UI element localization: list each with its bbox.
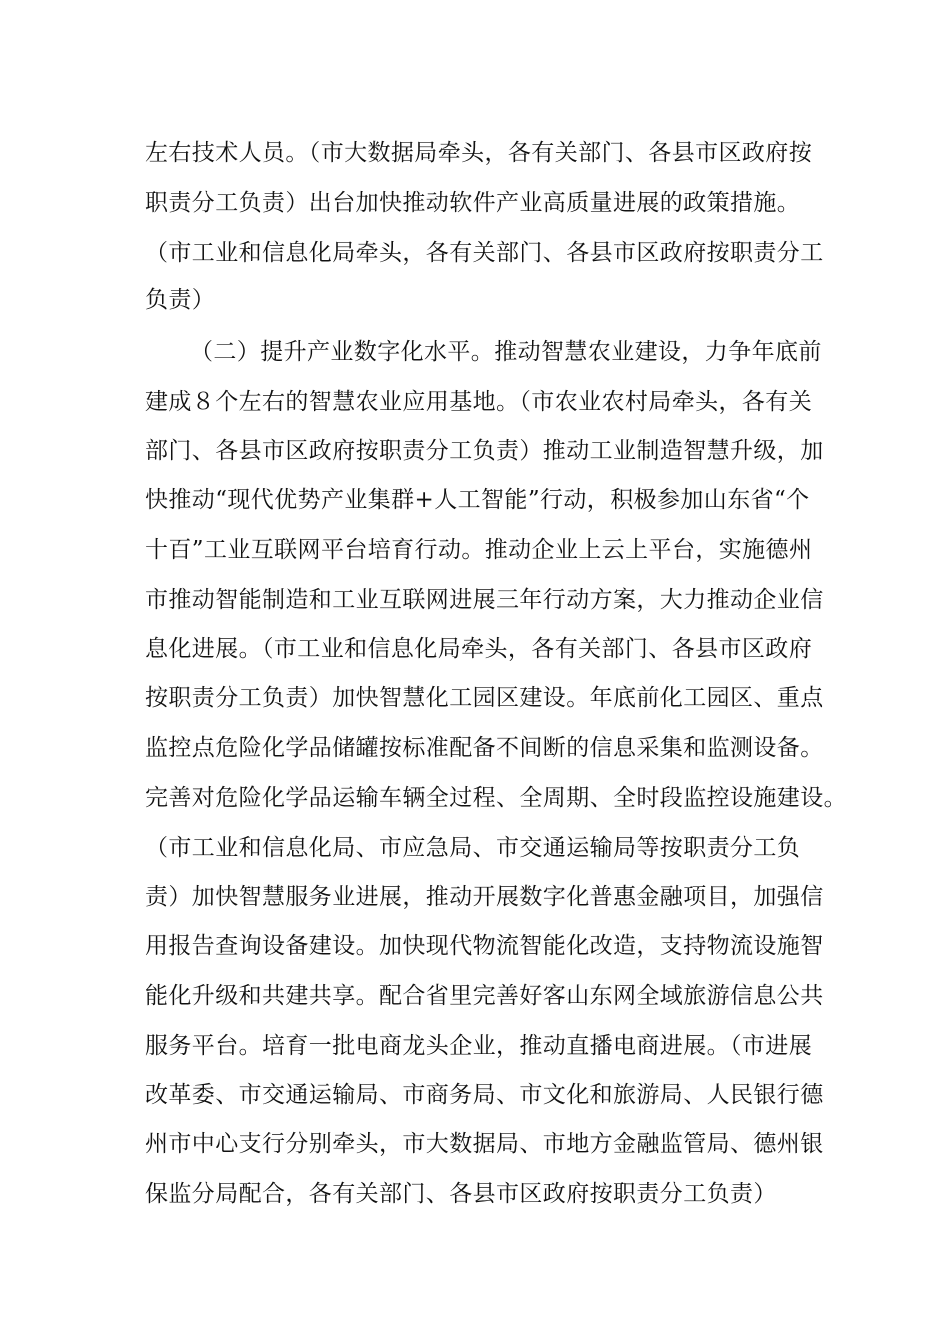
text-line-16: 责）加快智慧服务业进展，推动开展数字化普惠金融项目，加强信	[145, 884, 824, 910]
text-line-5: （二）提升产业数字化水平。推动智慧农业建设，力争年底前	[190, 339, 822, 365]
text-line-11: 息化进展。（市工业和信息化局牵头，各有关部门、各县市区政府	[145, 636, 813, 662]
text-line-14: 完善对危险化学品运输车辆全过程、全周期、全时段监控设施建设。	[145, 785, 847, 811]
text-line-4: 负责）	[145, 287, 216, 313]
text-line-6: 建成８个左右的智慧农业应用基地。（市农业农村局牵头，各有关	[145, 389, 813, 415]
text-line-12: 按职责分工负责）加快智慧化工园区建设。年底前化工园区、重点	[145, 685, 824, 711]
text-line-22: 保监分局配合，各有关部门、各县市区政府按职责分工负责）	[145, 1181, 777, 1207]
text-line-3: （市工业和信息化局牵头，各有关部门、各县市区政府按职责分工	[145, 240, 824, 266]
text-line-21: 州市中心支行分别牵头，市大数据局、市地方金融监管局、德州银	[145, 1131, 824, 1157]
text-line-8: 快推动“现代优势产业集群+人工智能”行动，积极参加山东省“个	[145, 487, 810, 513]
text-line-20: 改革委、市交通运输局、市商务局、市文化和旅游局、人民银行德	[145, 1082, 824, 1108]
text-line-10: 市推动智能制造和工业互联网进展三年行动方案，大力推动企业信	[145, 587, 824, 613]
text-line-18: 能化升级和共建共享。配合省里完善好客山东网全域旅游信息公共	[145, 983, 824, 1009]
text-line-7: 部门、各县市区政府按职责分工负责）推动工业制造智慧升级，加	[145, 438, 824, 464]
text-line-19: 服务平台。培育一批电商龙头企业，推动直播电商进展。（市进展	[145, 1033, 813, 1059]
text-line-15: （市工业和信息化局、市应急局、市交通运输局等按职责分工负	[145, 835, 801, 861]
text-line-1: 左右技术人员。（市大数据局牵头，各有关部门、各县市区政府按	[145, 140, 813, 166]
text-line-2: 职责分工负责）出台加快推动软件产业高质量进展的政策措施。	[145, 190, 801, 216]
text-line-13: 监控点危险化学品储罐按标准配备不间断的信息采集和监测设备。	[145, 735, 824, 761]
text-line-9: 十百”工业互联网平台培育行动。推动企业上云上平台，实施德州	[145, 537, 813, 563]
text-line-17: 用报告查询设备建设。加快现代物流智能化改造，支持物流设施智	[145, 933, 824, 959]
